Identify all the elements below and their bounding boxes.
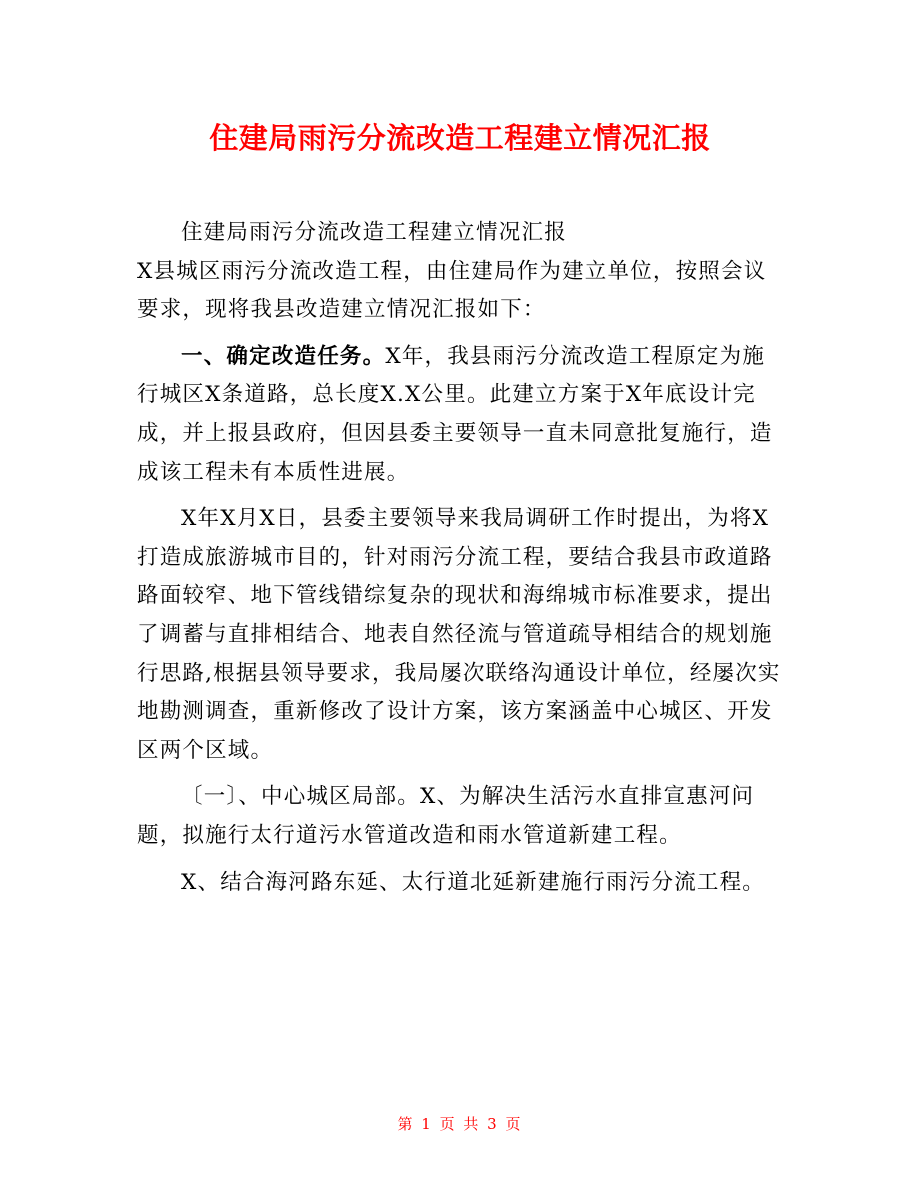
paragraph-text: X、结合海河路东延、太行道北延新建施行雨污分流工程。 [181, 869, 766, 895]
paragraph-lead: 一、确定改造任务。 [181, 343, 386, 369]
paragraph-text: X县城区雨污分流改造工程，由住建局作为建立单位，按照会议要求，现将我县改造建立情况汇报如下： [137, 258, 767, 323]
paragraph-task [137, 338, 783, 492]
paragraph-text: 住建局雨污分流改造工程建立情况汇报 [181, 220, 567, 245]
paragraph-text: X年X月X日，县委主要领导来我局调研工作时提出，为将X打造成旅游城市目的，针对雨污分流工程，要结合我县市政道路路面较窄、地下管线错综复杂的现状和海绵城市标准要求，提出了调蓄与直排相结合、地表自然径流与管道疏导相结合的规划施行思路,根据县领导要求，我局屡次联络沟通设计单位，经屡次实地勘测调查，重新修改了设计方案，该方案涵盖中心城区、开发区两个区域。 [137, 506, 781, 763]
paragraph-text: 〔一〕、中心城区局部。X、为解决生活污水直排宣惠河问题，拟施行太行道污水管道改造和雨水管道新建工程。 [137, 784, 755, 848]
document-title: 住建局雨污分流改造工程建立情况汇报 [209, 121, 711, 155]
paragraph-heading-repeat [137, 214, 783, 253]
paragraph-text: X年，我县雨污分流改造工程原定为施行城区X条道路，总长度X.X公里。此建立方案于X年底设计完成，并上报县政府，但因县委主要领导一直未同意批复施行，造成该工程未有本质性进展。 [137, 343, 773, 485]
page-footer: 第 1 页 共 3 页 [397, 1115, 523, 1133]
paragraph-intro [137, 253, 783, 330]
document-body [137, 214, 783, 902]
paragraph-central-district [137, 778, 783, 855]
paragraph-extension [137, 864, 783, 903]
paragraph-research [137, 500, 783, 770]
